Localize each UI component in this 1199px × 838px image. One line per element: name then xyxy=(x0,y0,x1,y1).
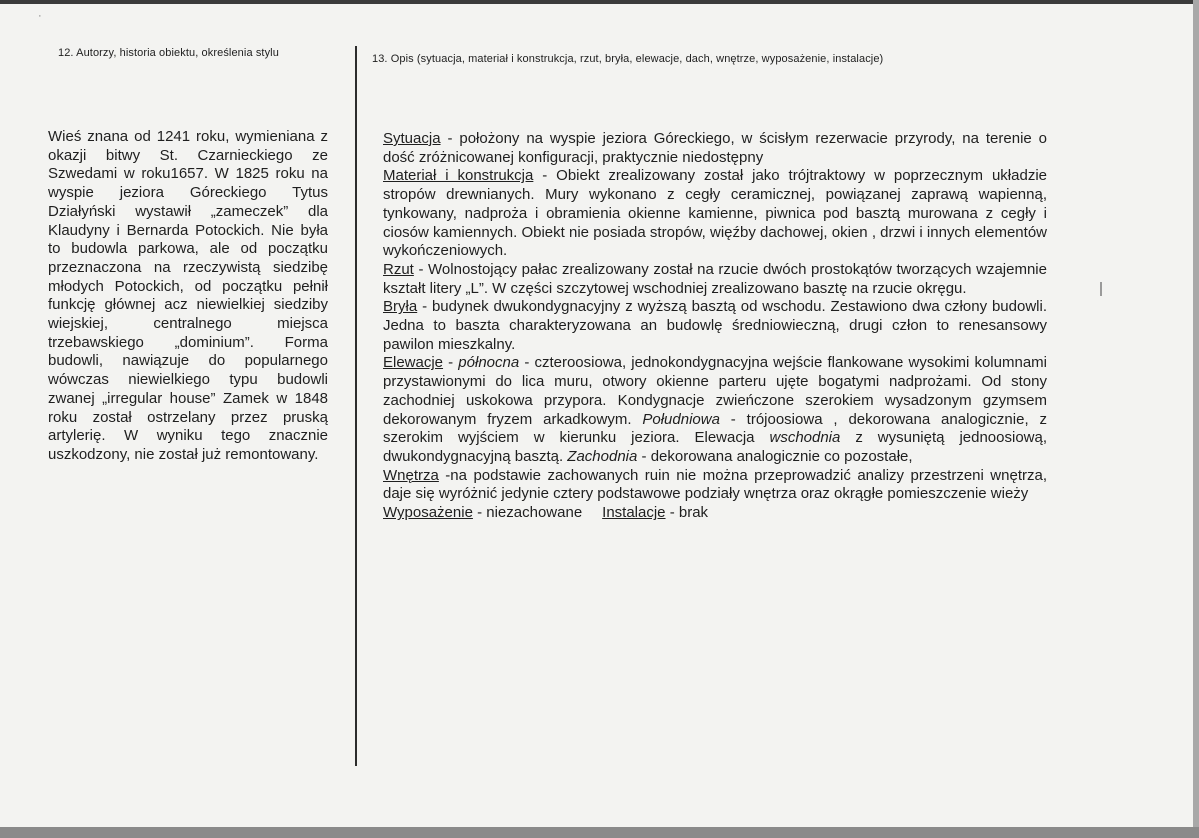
corner-mark: · xyxy=(38,10,42,22)
wnetrza-paragraph xyxy=(383,467,1047,504)
bryla-text: - budynek dwukondygnacyjny z wyższą basztą od wschodu. Zestawiono dwa człony budowli. Jedna to baszta charakteryzowana an budowlę średniowieczną, drugi człon to renesansowy pawilon mieszkalny. xyxy=(383,298,1047,353)
sytuacja-paragraph xyxy=(383,130,1047,167)
elewacje-text-4: z wysuniętą jednoosiową, dwukondygnacyjną basztą. xyxy=(383,429,1047,465)
wyposazenie-instalacje-line xyxy=(383,504,1047,523)
material-label: Materiał i konstrukcja xyxy=(383,167,534,185)
instalacje-text: - brak xyxy=(665,504,709,522)
material-text: - Obiekt zrealizowany został jako trójtraktowy w poprzecznym układzie stropów drewnianych. Mury wykonano z cegły ceramicznej, powiązanej zaprawą wapienną, tynkowany, nadproża i obramienia okienne kamienne, piwnica pod basztą murowana z cegły i ciosów kamiennych. Obiekt nie posiada stropów, więźby dachowej, okien , drzwi i innych elementów wykończeniowych. xyxy=(383,167,1047,260)
rzut-paragraph xyxy=(383,261,1047,298)
elewacje-polnocna: północna xyxy=(458,354,520,372)
material-paragraph xyxy=(383,167,1047,261)
scan-bottom-edge xyxy=(0,827,1199,838)
scan-mark xyxy=(1100,282,1102,296)
wnetrza-label: Wnętrza xyxy=(383,466,439,484)
instalacje-label: Instalacje xyxy=(602,504,666,522)
scan-top-edge xyxy=(0,0,1199,4)
scan-right-edge xyxy=(1193,0,1199,838)
elewacje-zachodnia: Zachodnia xyxy=(567,447,638,465)
section-12-header: 12. Autorzy, historia obiektu, określenia stylu xyxy=(58,47,279,59)
bryla-paragraph xyxy=(383,298,1047,354)
sytuacja-text: - położony na wyspie jeziora Góreckiego, w ścisłym rezerwacie przyrody, na terenie o dość zróżnicowanej konfiguracji, praktycznie niedostępny xyxy=(383,130,1047,166)
column-divider xyxy=(355,46,357,766)
wyposazenie-label: Wyposażenie xyxy=(383,504,473,522)
elewacje-text-2: - czteroosiowa, jednokondygnacyjna wejście flankowane wysokimi kolumnami przystawionymi do lica muru, otwory okienne parteru ujęte bogatymi nadprożami. Od stony zachodniej uskokowa przypora. Kondygnacje zwieńczone szerokiem wysadzonym gzymsem dekorowanym fryzem arkadkowym. xyxy=(383,354,1047,428)
rzut-label: Rzut xyxy=(383,260,414,278)
section-13-header: 13. Opis (sytuacja, materiał i konstrukcja, rzut, bryła, elewacje, dach, wnętrze, wyposażenie, instalacje) xyxy=(372,53,884,65)
elewacje-wschodnia: wschodnia xyxy=(769,429,841,447)
bryla-label: Bryła xyxy=(383,298,418,316)
elewacje-label: Elewacje xyxy=(383,354,444,372)
elewacje-text-3: - trójoosiowa , dekorowana analogicznie, z szerokim wyjściem w kierunku jeziora. Elewacja xyxy=(383,410,1047,447)
elewacje-text-1: - xyxy=(443,354,459,372)
description-text xyxy=(383,130,1047,523)
sytuacja-label: Sytuacja xyxy=(383,130,441,147)
wnetrza-text: -na podstawie zachowanych ruin nie można przeprowadzić analizy przestrzeni wnętrza, daje się wyróżnić jedynie cztery podstawowe podziały wnętrza oraz okrągłe pomieszczenie wieży xyxy=(383,466,1047,503)
elewacje-paragraph xyxy=(383,354,1047,466)
history-text: Wieś znana od 1241 roku, wymieniana z okazji bitwy St. Czarnieckiego ze Szwedami w roku1657. W 1825 roku na wyspie jeziora Góreckiego Tytus Działyński wystawił „zameczek” dla Klaudyny i Bernarda Potockich. Nie była to budowla parkowa, ale od początku przeznaczona na rzeczywistą siedzibę młodych Potockich, od początku pełnił funkcję głównej acz niewielkiej siedziby wiejskiej, centralnego miejsca trzebawskiego „dominium”. Forma budowli, nawiązuje do popularnego wówczas niewielkiego typu budowli zwanej „irregular house” Zamek w 1848 roku został ostrzelany przez pruską artylerię. W wyniku tego znacznie uszkodzony, nie został już remontowany. xyxy=(48,128,328,463)
elewacje-text-5: - dekorowana analogicznie co pozostałe, xyxy=(637,447,913,465)
wyposazenie-text: - niezachowane xyxy=(472,504,583,522)
rzut-text: - Wolnostojący pałac zrealizowany został na rzucie dwóch prostokątów tworzących wzajemnie kształt litery „L”. W części szczytowej wschodniej zrealizowano basztę na rzucie okręgu. xyxy=(383,260,1047,297)
elewacje-poludniowa: Południowa xyxy=(642,410,720,428)
